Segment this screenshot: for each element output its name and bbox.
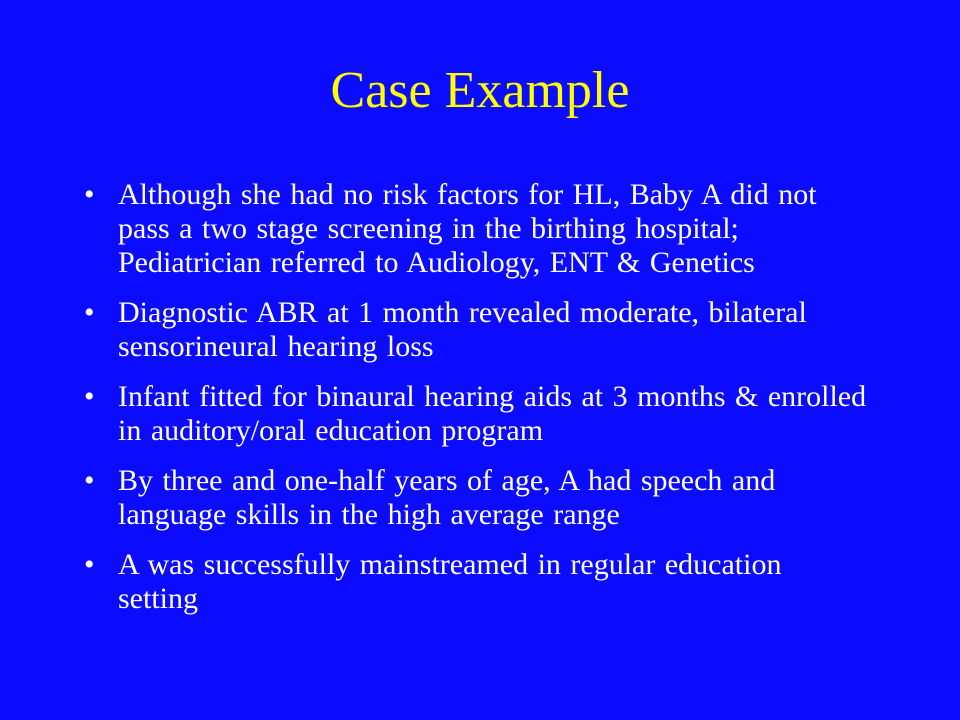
- bullet-text: Although she had no risk factors for HL, Baby A did not pass a two stage screening in the birthing hospital; Pediatrician referred to Audiology, ENT & Genetics: [118, 178, 817, 279]
- bullet-item: [78, 296, 868, 364]
- bullet-text: A was successfully mainstreamed in regular education setting: [118, 548, 782, 615]
- bullet-item: [78, 548, 868, 616]
- bullet-text: Diagnostic ABR at 1 month revealed moderate, bilateral sensorineural hearing loss: [118, 296, 807, 363]
- bullet-icon: •: [84, 548, 95, 581]
- bullet-text: Infant fitted for binaural hearing aids at 3 months & enrolled in auditory/oral education program: [118, 380, 867, 447]
- bullet-icon: •: [84, 464, 95, 497]
- bullet-icon: •: [84, 178, 95, 211]
- slide-title: Case Example: [330, 62, 630, 119]
- bullet-icon: •: [84, 380, 95, 413]
- bullet-item: [78, 464, 868, 532]
- bullet-list: [78, 178, 868, 632]
- bullet-text: By three and one-half years of age, A had speech and language skills in the high average range: [118, 464, 776, 531]
- bullet-item: [78, 380, 868, 448]
- bullet-icon: •: [84, 296, 95, 329]
- bullet-item: [78, 178, 868, 280]
